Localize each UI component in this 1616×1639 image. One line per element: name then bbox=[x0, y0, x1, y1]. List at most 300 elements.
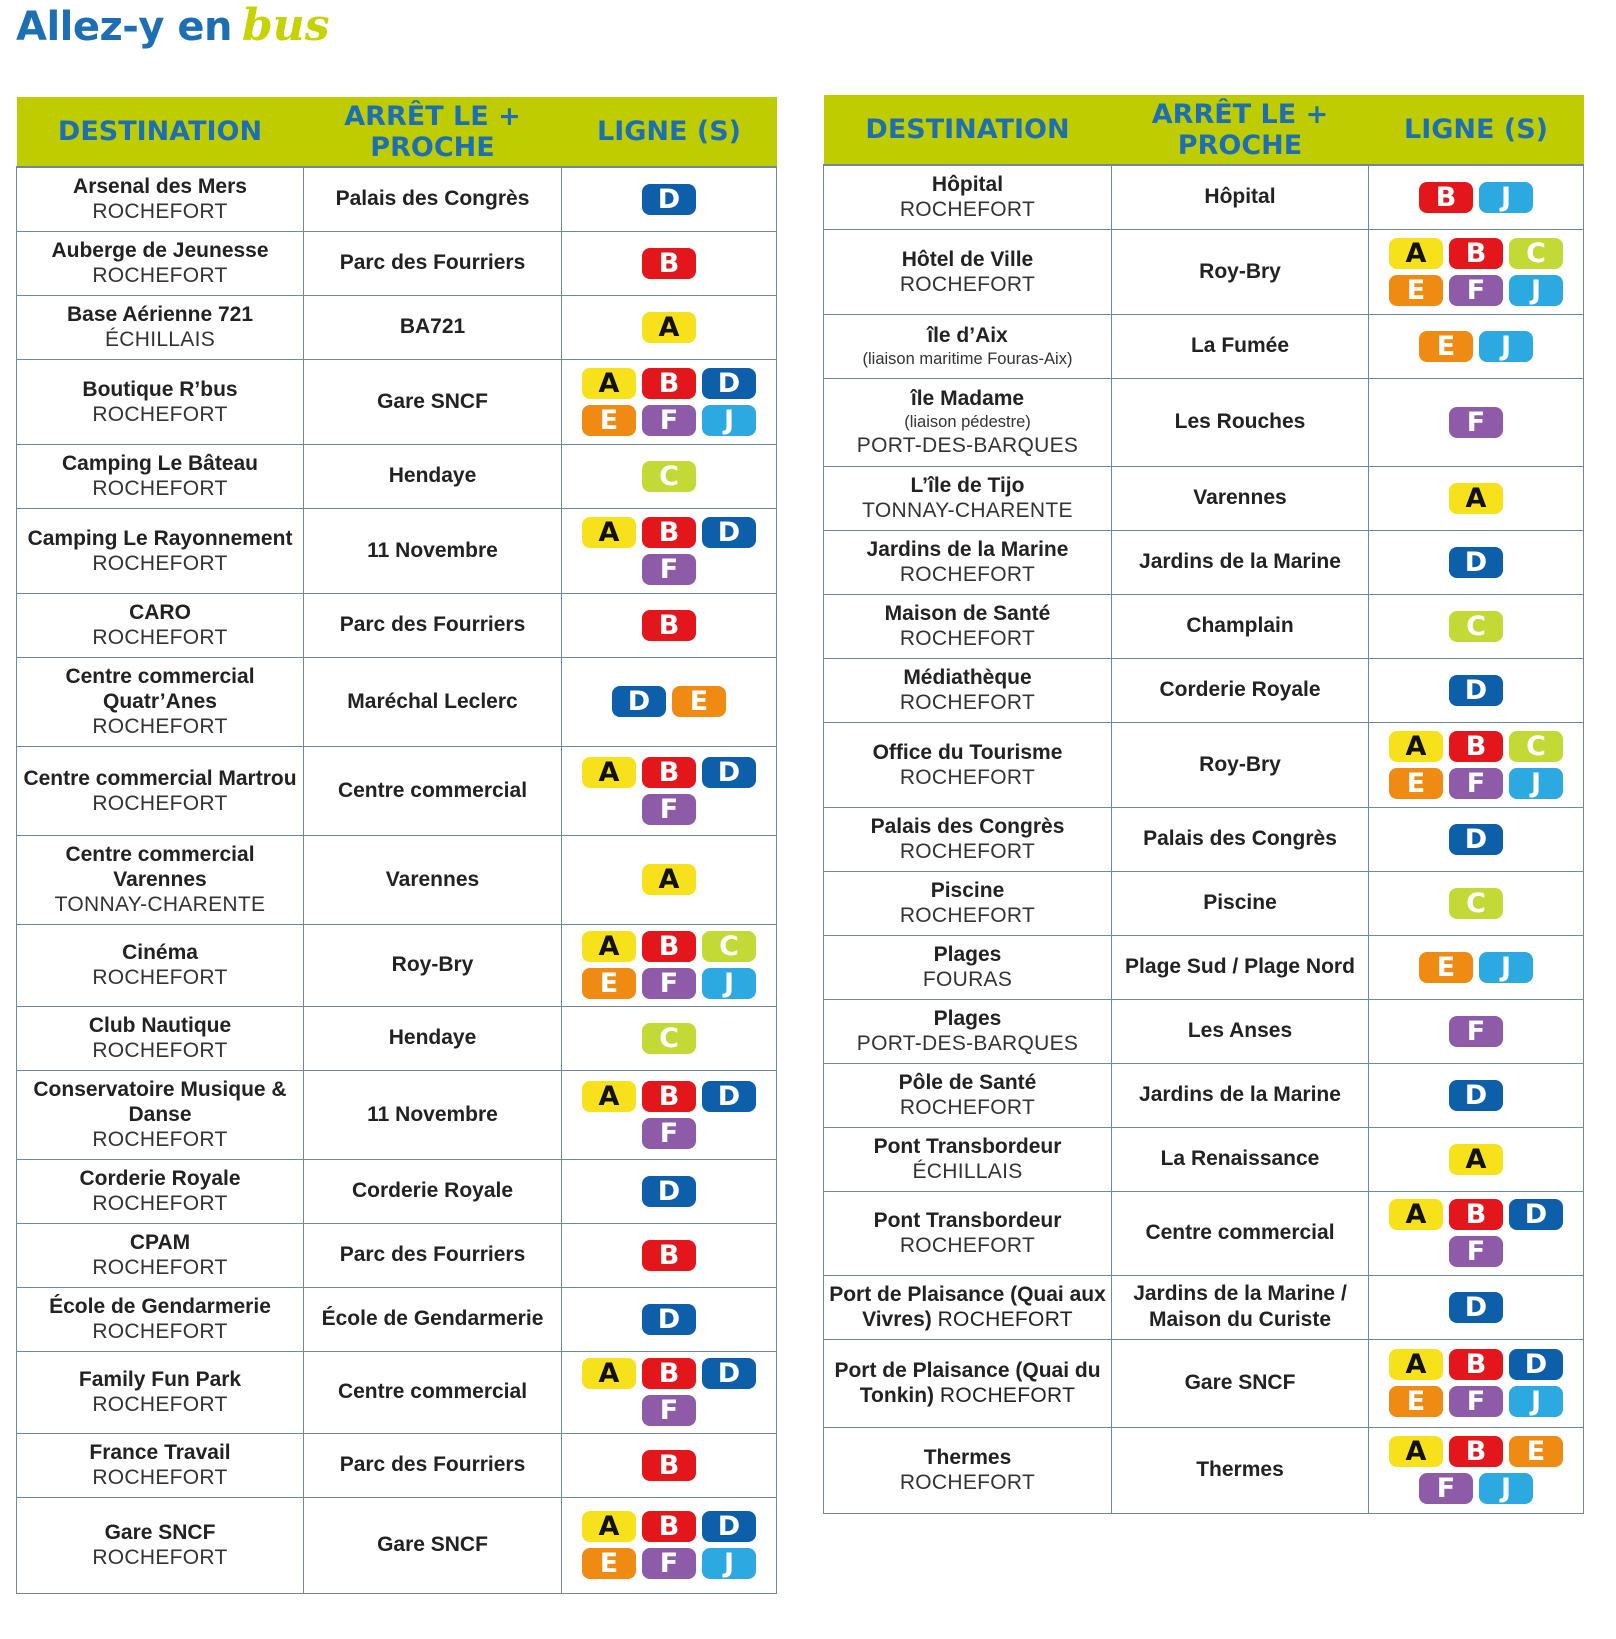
table-row bbox=[17, 924, 777, 1006]
nearest-stop: Plage Sud / Plage Nord bbox=[1125, 955, 1355, 978]
line-badge-f[interactable]: F bbox=[1449, 407, 1503, 438]
line-badges bbox=[642, 461, 696, 492]
lines-cell bbox=[562, 1497, 777, 1593]
destination-name: Pont Transbordeur bbox=[873, 1209, 1062, 1232]
nearest-stop: Les Rouches bbox=[1174, 410, 1306, 433]
destination-name: Cinéma bbox=[122, 941, 198, 964]
line-badge-e[interactable]: E bbox=[1509, 1436, 1563, 1467]
col-stop: ARRÊT LE + PROCHE bbox=[304, 97, 562, 167]
destination-name: Base Aérienne 721 bbox=[67, 303, 253, 326]
table-row bbox=[824, 1063, 1584, 1127]
nearest-stop: Roy-Bry bbox=[1199, 259, 1281, 283]
destination-city: ROCHEFORT bbox=[92, 1128, 228, 1151]
table-row bbox=[17, 1433, 777, 1497]
nearest-stop: Palais des Congrès bbox=[335, 187, 530, 211]
destination-name: Office du Tourisme bbox=[872, 740, 1063, 764]
table-row bbox=[17, 1351, 777, 1433]
line-badge-j[interactable]: J bbox=[1509, 768, 1563, 799]
line-badge-a[interactable]: A bbox=[1389, 1436, 1443, 1467]
line-badge-j[interactable]: J bbox=[1509, 275, 1563, 306]
destination-cell bbox=[824, 999, 1112, 1063]
destination-city: ROCHEFORT bbox=[899, 198, 1036, 222]
line-badge-f[interactable]: F bbox=[1449, 1016, 1503, 1047]
line-badges bbox=[1419, 182, 1533, 213]
line-badge-a[interactable]: A bbox=[582, 1081, 636, 1112]
line-badge-d[interactable]: D bbox=[612, 686, 666, 717]
line-badge-d[interactable]: D bbox=[702, 1358, 756, 1389]
destination-cell bbox=[824, 935, 1112, 999]
col-destination: DESTINATION bbox=[17, 97, 304, 167]
nearest-stop: Roy-Bry bbox=[1199, 752, 1281, 776]
line-badge-d[interactable]: D bbox=[702, 517, 756, 548]
destination-city: ROCHEFORT bbox=[92, 791, 228, 815]
stop-cell bbox=[1112, 466, 1369, 530]
line-badges bbox=[1449, 483, 1503, 514]
stop-cell bbox=[304, 924, 562, 1006]
table-row bbox=[824, 229, 1584, 314]
destination-name: Arsenal des Mers bbox=[73, 175, 247, 199]
line-badges bbox=[642, 1176, 696, 1207]
lines-cell bbox=[562, 1070, 777, 1159]
lines-cell bbox=[562, 167, 777, 231]
destination-city: ROCHEFORT bbox=[939, 1384, 1076, 1407]
line-badges bbox=[582, 368, 756, 436]
line-badge-d[interactable]: D bbox=[702, 1081, 756, 1112]
destination-name: Pont Transbordeur bbox=[873, 1135, 1062, 1158]
destination-cell bbox=[17, 1433, 304, 1497]
table-row bbox=[824, 165, 1584, 229]
destination-name: Family Fun Park bbox=[78, 1368, 242, 1391]
line-badge-a[interactable]: A bbox=[1389, 1349, 1443, 1380]
line-badge-d[interactable]: D bbox=[1449, 547, 1503, 578]
destination-city: ROCHEFORT bbox=[899, 691, 1036, 714]
table-row bbox=[824, 722, 1584, 807]
table-row bbox=[17, 231, 777, 295]
destination-cell bbox=[824, 1127, 1112, 1191]
stop-cell bbox=[1112, 1191, 1369, 1275]
destination-cell bbox=[824, 378, 1112, 466]
line-badge-d[interactable]: D bbox=[642, 1304, 696, 1335]
line-badge-a[interactable]: A bbox=[642, 312, 696, 343]
line-badge-f[interactable]: F bbox=[642, 1118, 696, 1149]
line-badges bbox=[1449, 1144, 1503, 1175]
nearest-stop: Hôpital bbox=[1204, 185, 1276, 209]
line-badge-c[interactable]: C bbox=[642, 461, 696, 492]
line-badges-row bbox=[1389, 1473, 1563, 1504]
line-badges bbox=[1449, 1080, 1503, 1111]
destination-cell bbox=[824, 1339, 1112, 1427]
table-row bbox=[17, 1070, 777, 1159]
destination-name: Camping Le Bâteau bbox=[61, 452, 259, 475]
line-badge-b[interactable]: B bbox=[642, 1511, 696, 1542]
line-badge-b[interactable]: B bbox=[1419, 182, 1473, 213]
destination-name: Jardins de la Marine bbox=[866, 538, 1069, 561]
destination-cell bbox=[17, 167, 304, 231]
destination-name: Conservatoire Musique & Danse bbox=[33, 1078, 287, 1126]
destination-city: PORT-DES-BARQUES bbox=[856, 1032, 1079, 1055]
table-row bbox=[824, 871, 1584, 935]
line-badge-f[interactable]: F bbox=[1449, 275, 1503, 306]
line-badge-f[interactable]: F bbox=[1449, 768, 1503, 799]
stop-cell bbox=[1112, 1427, 1369, 1513]
destination-city: ROCHEFORT bbox=[899, 765, 1036, 789]
line-badge-f[interactable]: F bbox=[642, 554, 696, 585]
line-badge-j[interactable]: J bbox=[1479, 182, 1533, 213]
line-badge-j[interactable]: J bbox=[1479, 1473, 1533, 1504]
line-badges bbox=[642, 1240, 696, 1271]
destination-city: ROCHEFORT bbox=[92, 402, 228, 426]
line-badge-e[interactable]: E bbox=[672, 686, 726, 717]
nearest-stop: La Fumée bbox=[1190, 334, 1290, 357]
line-badge-a[interactable]: A bbox=[1389, 1199, 1443, 1230]
line-badge-f[interactable]: F bbox=[1419, 1473, 1473, 1504]
stop-cell bbox=[304, 444, 562, 508]
lines-cell bbox=[1369, 594, 1584, 658]
nearest-stop: École de Gendarmerie bbox=[321, 1307, 544, 1330]
destination-name: Pôle de Santé bbox=[898, 1071, 1037, 1094]
line-badge-j[interactable]: J bbox=[1479, 331, 1533, 362]
lines-cell bbox=[562, 1287, 777, 1351]
line-badge-j[interactable]: J bbox=[1479, 952, 1533, 983]
stop-cell bbox=[304, 1006, 562, 1070]
destination-cell bbox=[824, 594, 1112, 658]
lines-cell bbox=[1369, 314, 1584, 378]
line-badges bbox=[1389, 1436, 1563, 1504]
destination-city: ROCHEFORT bbox=[92, 966, 228, 989]
line-badge-d[interactable]: D bbox=[702, 757, 756, 788]
stop-cell bbox=[1112, 658, 1369, 722]
destination-cell bbox=[17, 1006, 304, 1070]
lines-cell bbox=[1369, 999, 1584, 1063]
lines-cell bbox=[562, 295, 777, 359]
table-row bbox=[17, 1497, 777, 1593]
nearest-stop: Hendaye bbox=[388, 1026, 477, 1049]
line-badges bbox=[642, 1023, 696, 1054]
destination-cell bbox=[824, 871, 1112, 935]
line-badge-b[interactable]: B bbox=[642, 248, 696, 279]
lines-cell bbox=[562, 1006, 777, 1070]
lines-cell bbox=[1369, 935, 1584, 999]
destination-name: L’île de Tijo bbox=[910, 474, 1025, 497]
table-row bbox=[824, 999, 1584, 1063]
lines-cell bbox=[562, 359, 777, 444]
destination-city: ROCHEFORT bbox=[92, 551, 228, 575]
line-badge-a[interactable]: A bbox=[582, 757, 636, 788]
destination-city: ROCHEFORT bbox=[92, 1192, 228, 1215]
line-badge-c[interactable]: C bbox=[642, 1023, 696, 1054]
table-row bbox=[824, 1427, 1584, 1513]
table-row bbox=[17, 593, 777, 657]
line-badge-b[interactable]: B bbox=[1449, 1436, 1503, 1467]
line-badge-b[interactable]: B bbox=[642, 610, 696, 641]
destination-city: ROCHEFORT bbox=[899, 840, 1036, 863]
table-row bbox=[17, 1006, 777, 1070]
destination-cell bbox=[17, 1070, 304, 1159]
table-row bbox=[824, 1275, 1584, 1339]
destination-cell bbox=[17, 444, 304, 508]
line-badge-c[interactable]: C bbox=[1449, 611, 1503, 642]
table-row bbox=[17, 657, 777, 746]
destination-cell bbox=[17, 1351, 304, 1433]
col-lines: LIGNE (S) bbox=[562, 97, 777, 167]
line-badges bbox=[1389, 1349, 1563, 1417]
destination-name: Hôpital bbox=[931, 173, 1004, 197]
stop-cell bbox=[1112, 594, 1369, 658]
line-badge-c[interactable]: C bbox=[1509, 238, 1563, 269]
line-badges bbox=[612, 686, 726, 717]
line-badge-e[interactable]: E bbox=[1389, 275, 1443, 306]
stop-cell bbox=[1112, 165, 1369, 229]
destination-city: ÉCHILLAIS bbox=[912, 1160, 1023, 1183]
nearest-stop: Les Anses bbox=[1187, 1019, 1293, 1042]
table-row bbox=[824, 466, 1584, 530]
destination-note: (liaison maritime Fouras-Aix) bbox=[862, 349, 1073, 368]
destination-cell bbox=[17, 295, 304, 359]
line-badge-b[interactable]: B bbox=[1449, 238, 1503, 269]
line-badge-d[interactable]: D bbox=[1449, 1292, 1503, 1323]
table-row bbox=[824, 1339, 1584, 1427]
line-badge-b[interactable]: B bbox=[642, 931, 696, 962]
line-badge-a[interactable]: A bbox=[642, 864, 696, 895]
destination-city: ROCHEFORT bbox=[92, 200, 228, 224]
nearest-stop: Gare SNCF bbox=[377, 389, 488, 413]
nearest-stop: Corderie Royale bbox=[351, 1179, 514, 1202]
line-badge-j[interactable]: J bbox=[702, 405, 756, 436]
line-badges bbox=[582, 1511, 756, 1579]
destination-name: Palais des Congrès bbox=[870, 815, 1065, 838]
destination-city: ROCHEFORT bbox=[92, 1393, 228, 1416]
line-badge-f[interactable]: F bbox=[642, 405, 696, 436]
line-badge-f[interactable]: F bbox=[642, 968, 696, 999]
table-row bbox=[17, 444, 777, 508]
lines-cell bbox=[1369, 1063, 1584, 1127]
lines-cell bbox=[1369, 871, 1584, 935]
destination-cell bbox=[17, 924, 304, 1006]
line-badge-b[interactable]: B bbox=[642, 517, 696, 548]
destination-cell bbox=[17, 231, 304, 295]
nearest-stop: BA721 bbox=[399, 315, 466, 338]
destination-name: CARO bbox=[129, 601, 191, 624]
line-badges bbox=[1449, 611, 1503, 642]
line-badge-e[interactable]: E bbox=[582, 1548, 636, 1579]
destination-name: Camping Le Rayonnement bbox=[27, 526, 293, 550]
destination-city: ROCHEFORT bbox=[92, 715, 228, 738]
line-badge-d[interactable]: D bbox=[702, 1511, 756, 1542]
destination-cell bbox=[824, 1191, 1112, 1275]
destinations-table-right bbox=[823, 95, 1584, 1514]
stop-cell bbox=[304, 167, 562, 231]
stop-cell bbox=[304, 1070, 562, 1159]
destination-city: ROCHEFORT bbox=[92, 1320, 228, 1343]
line-badge-f[interactable]: F bbox=[1449, 1386, 1503, 1417]
stop-cell bbox=[304, 1287, 562, 1351]
lines-cell bbox=[562, 1351, 777, 1433]
line-badge-d[interactable]: D bbox=[1449, 1080, 1503, 1111]
line-badge-b[interactable]: B bbox=[642, 1081, 696, 1112]
line-badge-a[interactable]: A bbox=[1449, 1144, 1503, 1175]
nearest-stop: Gare SNCF bbox=[377, 1533, 488, 1556]
table-row bbox=[17, 508, 777, 593]
nearest-stop: Hendaye bbox=[388, 464, 477, 487]
destination-cell bbox=[17, 508, 304, 593]
line-badges bbox=[642, 248, 696, 279]
line-badge-d[interactable]: D bbox=[642, 184, 696, 215]
line-badge-b[interactable]: B bbox=[642, 757, 696, 788]
line-badge-a[interactable]: A bbox=[1389, 731, 1443, 762]
stop-cell bbox=[1112, 722, 1369, 807]
line-badge-a[interactable]: A bbox=[1389, 238, 1443, 269]
lines-cell bbox=[1369, 1339, 1584, 1427]
line-badge-e[interactable]: E bbox=[1389, 768, 1443, 799]
line-badge-a[interactable]: A bbox=[1449, 483, 1503, 514]
line-badge-b[interactable]: B bbox=[642, 1450, 696, 1481]
line-badge-b[interactable]: B bbox=[642, 1358, 696, 1389]
lines-cell bbox=[1369, 658, 1584, 722]
destination-cell bbox=[17, 593, 304, 657]
line-badges bbox=[582, 1081, 756, 1149]
nearest-stop: Roy-Bry bbox=[391, 953, 474, 976]
destination-cell bbox=[824, 807, 1112, 871]
destination-city: ROCHEFORT bbox=[92, 626, 228, 649]
destination-city: ROCHEFORT bbox=[899, 627, 1036, 650]
destination-city: ROCHEFORT bbox=[92, 1546, 228, 1569]
line-badge-f[interactable]: F bbox=[642, 794, 696, 825]
line-badge-a[interactable]: A bbox=[582, 1358, 636, 1389]
line-badge-j[interactable]: J bbox=[1509, 1386, 1563, 1417]
destination-name: Piscine bbox=[930, 879, 1005, 902]
line-badge-f[interactable]: F bbox=[1449, 1236, 1503, 1267]
nearest-stop: Centre commercial bbox=[337, 1380, 528, 1403]
line-badge-e[interactable]: E bbox=[582, 968, 636, 999]
table-row bbox=[824, 807, 1584, 871]
lines-cell bbox=[562, 1433, 777, 1497]
table-row bbox=[824, 594, 1584, 658]
table-header bbox=[17, 97, 777, 167]
table-row bbox=[824, 658, 1584, 722]
lines-cell bbox=[562, 508, 777, 593]
line-badges bbox=[642, 1304, 696, 1335]
line-badge-f[interactable]: F bbox=[642, 1548, 696, 1579]
destination-name: Auberge de Jeunesse bbox=[51, 239, 269, 262]
col-stop: ARRÊT LE + PROCHE bbox=[1112, 95, 1369, 165]
stop-cell bbox=[304, 1159, 562, 1223]
lines-cell bbox=[562, 657, 777, 746]
line-badge-d[interactable]: D bbox=[642, 1176, 696, 1207]
line-badge-a[interactable]: A bbox=[582, 517, 636, 548]
nearest-stop: Parc des Fourriers bbox=[339, 1453, 526, 1476]
line-badge-b[interactable]: B bbox=[642, 1240, 696, 1271]
destination-cell bbox=[17, 1159, 304, 1223]
line-badge-c[interactable]: C bbox=[702, 931, 756, 962]
line-badges bbox=[1449, 407, 1503, 438]
stop-cell bbox=[304, 835, 562, 924]
line-badges bbox=[582, 757, 756, 825]
line-badge-d[interactable]: D bbox=[1449, 675, 1503, 706]
line-badge-d[interactable]: D bbox=[1509, 1349, 1563, 1380]
destination-name: Centre commercial Quatr’Anes bbox=[65, 665, 255, 713]
stop-cell bbox=[304, 657, 562, 746]
line-badge-d[interactable]: D bbox=[1509, 1199, 1563, 1230]
line-badge-f[interactable]: F bbox=[642, 1395, 696, 1426]
destination-name: Centre commercial Varennes bbox=[65, 843, 255, 891]
destination-cell bbox=[17, 1497, 304, 1593]
line-badge-e[interactable]: E bbox=[1419, 952, 1473, 983]
destination-name: Centre commercial Martrou bbox=[23, 766, 297, 790]
line-badge-a[interactable]: A bbox=[582, 931, 636, 962]
line-badge-b[interactable]: B bbox=[642, 368, 696, 399]
line-badge-d[interactable]: D bbox=[1449, 824, 1503, 855]
destination-cell bbox=[824, 229, 1112, 314]
line-badge-e[interactable]: E bbox=[582, 405, 636, 436]
destination-city: ROCHEFORT bbox=[899, 1234, 1036, 1257]
line-badge-c[interactable]: C bbox=[1509, 731, 1563, 762]
table-row bbox=[17, 1287, 777, 1351]
line-badges bbox=[1449, 1016, 1503, 1047]
lines-cell bbox=[1369, 466, 1584, 530]
line-badge-a[interactable]: A bbox=[582, 368, 636, 399]
nearest-stop: Parc des Fourriers bbox=[339, 613, 526, 636]
destination-cell bbox=[17, 746, 304, 835]
line-badge-b[interactable]: B bbox=[1449, 1199, 1503, 1230]
line-badge-j[interactable]: J bbox=[702, 968, 756, 999]
line-badge-a[interactable]: A bbox=[582, 1511, 636, 1542]
line-badges bbox=[642, 1450, 696, 1481]
destination-city: ROCHEFORT bbox=[92, 1466, 228, 1489]
line-badge-b[interactable]: B bbox=[1449, 731, 1503, 762]
table-row bbox=[824, 314, 1584, 378]
nearest-stop: Corderie Royale bbox=[1159, 678, 1321, 701]
stop-cell bbox=[304, 746, 562, 835]
nearest-stop: Gare SNCF bbox=[1184, 1371, 1296, 1394]
line-badges bbox=[1449, 824, 1503, 855]
destination-city: PORT-DES-BARQUES bbox=[856, 434, 1079, 457]
destination-city: ROCHEFORT bbox=[899, 563, 1036, 586]
destination-cell bbox=[824, 165, 1112, 229]
stop-cell bbox=[1112, 1339, 1369, 1427]
line-badge-d[interactable]: D bbox=[702, 368, 756, 399]
destination-name: Plages bbox=[933, 1007, 1002, 1030]
destination-cell bbox=[17, 1223, 304, 1287]
title-main: Allez-y en bbox=[16, 4, 232, 50]
line-badge-c[interactable]: C bbox=[1449, 888, 1503, 919]
nearest-stop: Palais des Congrès bbox=[1143, 827, 1337, 850]
nearest-stop: Thermes bbox=[1196, 1458, 1284, 1481]
lines-cell bbox=[562, 231, 777, 295]
nearest-stop: Jardins de la Marine bbox=[1139, 1083, 1341, 1106]
nearest-stop: 11 Novembre bbox=[367, 1102, 498, 1126]
line-badges bbox=[1389, 1199, 1563, 1267]
line-badges bbox=[1449, 547, 1503, 578]
destination-name: École de Gendarmerie bbox=[49, 1295, 271, 1318]
destination-name: Club Nautique bbox=[88, 1014, 232, 1037]
nearest-stop: Maréchal Leclerc bbox=[347, 689, 518, 713]
destination-cell bbox=[824, 1275, 1112, 1339]
stop-cell bbox=[1112, 314, 1369, 378]
line-badge-j[interactable]: J bbox=[702, 1548, 756, 1579]
destination-city: ROCHEFORT bbox=[92, 1256, 228, 1279]
line-badges bbox=[642, 312, 696, 343]
stop-cell bbox=[1112, 871, 1369, 935]
line-badge-e[interactable]: E bbox=[1419, 331, 1473, 362]
line-badge-b[interactable]: B bbox=[1449, 1349, 1503, 1380]
destination-city: ROCHEFORT bbox=[899, 1471, 1036, 1494]
table-row bbox=[824, 378, 1584, 466]
nearest-stop: Jardins de la Marine bbox=[1139, 550, 1341, 573]
line-badges bbox=[642, 184, 696, 215]
line-badge-e[interactable]: E bbox=[1389, 1386, 1443, 1417]
lines-cell bbox=[562, 835, 777, 924]
table-row bbox=[17, 1159, 777, 1223]
